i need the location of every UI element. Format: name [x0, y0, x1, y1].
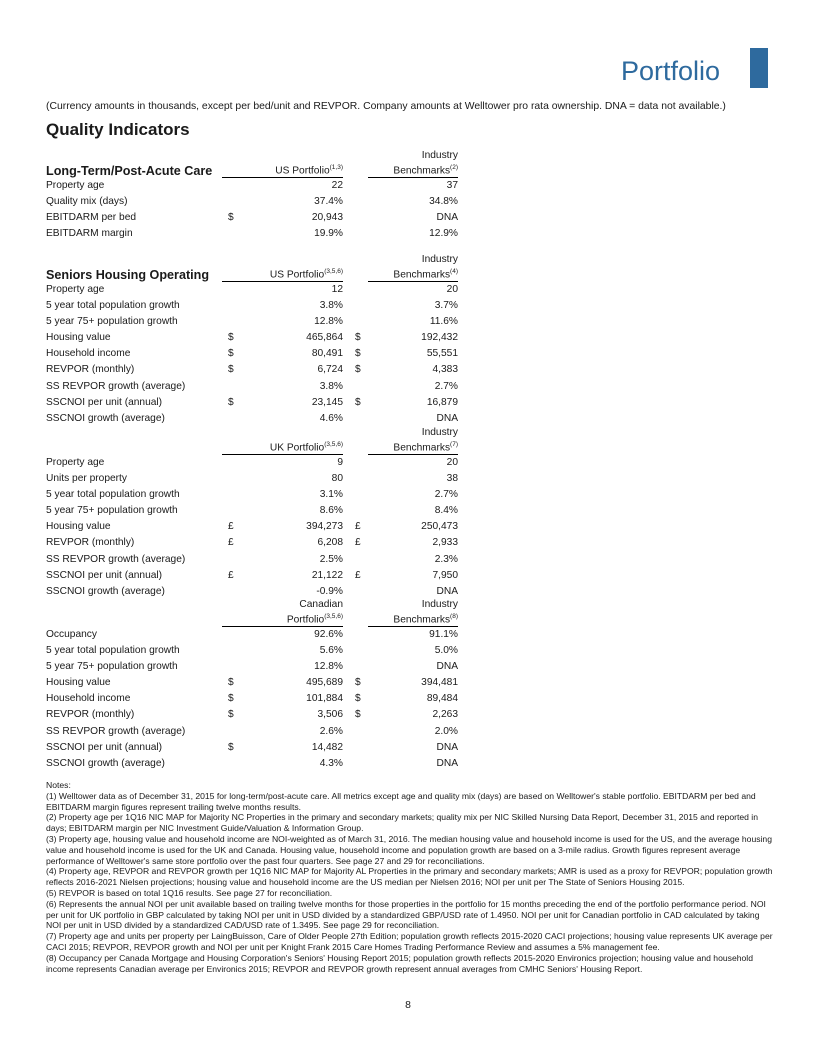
currency-symbol: $ — [355, 677, 361, 689]
row-label: Household income — [46, 348, 131, 360]
table-row — [46, 503, 462, 519]
table-row — [46, 395, 462, 411]
currency-symbol: $ — [228, 348, 234, 360]
row-label: 5 year 75+ population growth — [46, 661, 178, 673]
benchmark-value: 20 — [446, 457, 458, 468]
footnote-item: (7) Property age and units per property per LaingBuisson, Care of Older People 27th Edition; population growth reflects 2015-2020 CACI projections; housing value represents UK average per CACI 2015; REVPOR, REVPOR growth and NOI per unit per Knight Frank 2015 Care Homes Trading Performance Review and assumes a 5% management fee. — [46, 931, 773, 952]
benchmark-value: 16,879 — [426, 396, 458, 408]
row-label: 5 year 75+ population growth — [46, 505, 178, 517]
benchmark-value: 2.7% — [434, 489, 458, 501]
portfolio-value: 4.6% — [319, 412, 343, 424]
table-row — [46, 535, 462, 551]
benchmark-value: 7,950 — [432, 569, 458, 581]
table-row — [46, 568, 462, 584]
sho-uk-col2-head: Industry Benchmarks$^{(7)}$ — [368, 427, 458, 455]
currency-symbol: $ — [228, 741, 234, 753]
portfolio-value: 80,491 — [311, 348, 343, 360]
benchmark-value: 2,263 — [432, 709, 458, 721]
portfolio-value: 3.8% — [319, 380, 343, 392]
row-label: EBITDARM per bed — [46, 212, 137, 224]
currency-symbol: $ — [228, 693, 234, 705]
table-row — [46, 675, 462, 691]
benchmark-value: 20 — [446, 284, 458, 295]
footnote-item: (2) Property age per 1Q16 NIC MAP for Majority NC Properties in the primary and secondary markets; quality mix per NIC Skilled Nursing Data Report, December 31, 2015 and reported in days; EBITDARM margin per NIC Investment Guide/Valuation & Information Group. — [46, 812, 758, 834]
table-row — [46, 487, 462, 503]
benchmark-value: 250,473 — [421, 521, 458, 533]
currency-symbol: $ — [355, 693, 361, 705]
table-row — [46, 210, 462, 226]
row-label: SSCNOI per unit (annual) — [46, 569, 163, 581]
row-label: SSCNOI growth (average) — [46, 412, 165, 424]
portfolio-value: 2.5% — [319, 553, 343, 565]
row-label: REVPOR (monthly) — [46, 364, 135, 376]
portfolio-value: 8.6% — [319, 505, 343, 517]
currency-symbol: $ — [355, 332, 361, 344]
sho-title: Seniors Housing Operating — [46, 268, 210, 282]
table-row — [46, 740, 462, 756]
sho-uk-section — [46, 426, 462, 600]
sho-ca-rows — [46, 627, 462, 772]
portfolio-value: 394,273 — [306, 521, 343, 533]
portfolio-value: 4.3% — [319, 757, 343, 769]
benchmark-value: 5.0% — [434, 645, 458, 657]
currency-symbol: $ — [355, 364, 361, 376]
table-row — [46, 691, 462, 707]
ltpac-col2-head: Industry Benchmarks$^{(2)}$ — [368, 150, 458, 178]
benchmark-value: 4,383 — [432, 364, 458, 376]
row-label: Housing value — [46, 677, 111, 689]
benchmark-value: 89,484 — [426, 693, 458, 705]
table-row — [46, 584, 462, 600]
footnote-item: (6) Represents the annual NOI per unit available based on trailing twelve months for those properties in the portfolio for 15 months preceding the end of the portfolio performance period. NOI per unit for UK portfolio in GBP calculated by taking NOI per unit in USD divided by a standardized GBP/USD rate of 1.4950. NOI per unit for Canadian portfolio in CAD calculated by taking NOI per unit in USD divided by a standardized CAD/USD rate of 1.3495. See page 29 for reconciliation. — [46, 898, 766, 931]
row-label: SS REVPOR growth (average) — [46, 553, 186, 565]
header-accent-bar — [750, 48, 768, 88]
currency-symbol: £ — [355, 569, 361, 581]
benchmark-value: 3.7% — [434, 300, 458, 312]
currency-symbol: £ — [228, 537, 234, 549]
table-row — [46, 724, 462, 740]
row-label: Quality mix (days) — [46, 196, 128, 208]
portfolio-value: 37.4% — [314, 196, 343, 208]
notes-list — [46, 791, 774, 975]
benchmark-value: 34.8% — [429, 196, 458, 208]
page-number: 8 — [405, 1000, 411, 1011]
row-label: Property age — [46, 457, 105, 468]
portfolio-value: 12.8% — [314, 661, 343, 673]
footnote-item: (8) Occupancy per Canada Mortgage and Housing Corporation's Seniors' Housing Report 2015; population growth reflects 2015-2020 Environics projection; housing value and household income represents Canadian average per Environics 2015; REVPOR and REVPOR growth represent annual averages from CMHC Seniors' Housing Report. — [46, 952, 753, 974]
benchmark-value: 11.6% — [429, 316, 458, 328]
footnotes — [46, 780, 774, 974]
row-label: SS REVPOR growth (average) — [46, 380, 186, 392]
benchmark-value: 55,551 — [426, 348, 458, 360]
currency-symbol: £ — [228, 521, 234, 533]
sho-ca-col1-head: Canadian Portfolio$^{(3,5,6)}$ — [222, 599, 343, 627]
row-label: REVPOR (monthly) — [46, 709, 135, 721]
benchmark-value: 37 — [446, 180, 458, 191]
portfolio-value: 5.6% — [319, 645, 343, 657]
portfolio-value: 3,506 — [317, 709, 343, 721]
portfolio-value: 21,122 — [311, 569, 343, 581]
portfolio-value: 495,689 — [306, 677, 343, 689]
currency-symbol: $ — [228, 332, 234, 344]
row-label: Household income — [46, 693, 131, 705]
footnote-item: (5) REVPOR is based on total 1Q16 results. See page 27 for reconciliation. — [46, 887, 333, 898]
currency-symbol: £ — [355, 521, 361, 533]
footnote-item: (4) Property age, REVPOR and REVPOR growth per 1Q16 NIC MAP for Majority AL Properties in the primary and secondary markets; AMR is used as a proxy for REVPOR; population growth reflects 2016-2021 Nielsen projections; housing value and household income are the US median per Nielsen 2016; NOI per unit per The State of Seniors Housing 2015. — [46, 866, 773, 888]
table-row — [46, 330, 462, 346]
table-row — [46, 298, 462, 314]
table-row — [46, 314, 462, 330]
portfolio-value: 12.8% — [314, 316, 343, 328]
table-row — [46, 362, 462, 378]
benchmark-value: 192,432 — [421, 332, 458, 344]
row-label: Housing value — [46, 521, 111, 533]
benchmark-value: 91.1% — [429, 629, 458, 640]
row-label: Property age — [46, 284, 105, 295]
row-label: Occupancy — [46, 629, 97, 640]
ltpac-col1-head: US Portfolio$^{(1,3)}$ — [222, 162, 343, 178]
table-row — [46, 346, 462, 362]
benchmark-value: DNA — [436, 741, 458, 753]
row-label: SSCNOI per unit (annual) — [46, 741, 163, 753]
benchmark-value: DNA — [436, 412, 458, 424]
benchmark-value: 38 — [446, 473, 458, 485]
row-label: Housing value — [46, 332, 111, 344]
table-row — [46, 226, 462, 242]
benchmark-value: 12.9% — [429, 228, 458, 240]
row-label: EBITDARM margin — [46, 228, 133, 240]
portfolio-value: 465,864 — [306, 332, 343, 344]
benchmark-value: 394,481 — [421, 677, 458, 689]
row-label: 5 year total population growth — [46, 645, 180, 657]
row-label: Property age — [46, 180, 105, 191]
table-row — [46, 756, 462, 772]
sho-ca-section — [46, 598, 462, 772]
benchmark-value: 8.4% — [434, 505, 458, 517]
ltpac-section — [46, 150, 462, 242]
portfolio-value: 6,724 — [317, 364, 343, 376]
portfolio-value: 23,145 — [311, 396, 343, 408]
currency-symbol: $ — [355, 709, 361, 721]
table-row — [46, 282, 462, 298]
row-label: Units per property — [46, 473, 127, 485]
row-label: REVPOR (monthly) — [46, 537, 135, 549]
row-label: 5 year total population growth — [46, 300, 180, 312]
currency-symbol: $ — [228, 709, 234, 721]
portfolio-value: 2.6% — [319, 725, 343, 737]
portfolio-value: 20,943 — [311, 212, 343, 224]
portfolio-value: 3.1% — [319, 489, 343, 501]
footnote-item: (3) Property age, housing value and household income are NOI-weighted as of March 31, 2016. The median housing value and household income is used for the US, and the average housing value and household income is used for the UK and Canada. Housing value, household income and population growth are based on a 3-mile radius. Growth figures represent average performance of Welltower's same store portfolio over the past four quarters. See page 27 and 29 for reconciliations. — [46, 833, 772, 866]
sho-us-col2-head: Industry Benchmarks$^{(4)}$ — [368, 254, 458, 282]
table-row — [46, 194, 462, 210]
table-row — [46, 178, 462, 194]
sho-us-rows — [46, 282, 462, 427]
row-label: 5 year total population growth — [46, 489, 180, 501]
page-header-title: Portfolio — [620, 56, 720, 86]
portfolio-value: 101,884 — [306, 693, 343, 705]
table-row — [46, 411, 462, 427]
sho-ca-col2-head: Industry Benchmarks$^{(8)}$ — [368, 599, 458, 627]
row-label: SSCNOI per unit (annual) — [46, 396, 163, 408]
portfolio-value: -0.9% — [316, 585, 343, 597]
table-row — [46, 627, 462, 643]
row-label: 5 year 75+ population growth — [46, 316, 178, 328]
benchmark-value: DNA — [436, 585, 458, 597]
benchmark-value: 2.7% — [434, 380, 458, 392]
currency-symbol: $ — [228, 212, 234, 224]
benchmark-value: DNA — [436, 212, 458, 224]
currency-symbol: $ — [228, 364, 234, 376]
row-label: SS REVPOR growth (average) — [46, 725, 186, 737]
table-row — [46, 455, 462, 471]
sho-uk-rows — [46, 455, 462, 600]
table-row — [46, 707, 462, 723]
table-row — [46, 471, 462, 487]
sho-us-section — [46, 254, 462, 427]
benchmark-value: 2.0% — [434, 725, 458, 737]
portfolio-value: 22 — [331, 180, 343, 191]
row-label: SSCNOI growth (average) — [46, 585, 165, 597]
currency-symbol: $ — [228, 396, 234, 408]
currency-symbol: $ — [355, 396, 361, 408]
benchmark-value: 2.3% — [434, 553, 458, 565]
table-row — [46, 659, 462, 675]
portfolio-value: 14,482 — [311, 741, 343, 753]
currency-symbol: £ — [355, 537, 361, 549]
row-label: SSCNOI growth (average) — [46, 757, 165, 769]
table-row — [46, 519, 462, 535]
portfolio-value: 12 — [331, 284, 343, 295]
ltpac-rows — [46, 178, 462, 242]
portfolio-value: 19.9% — [314, 228, 343, 240]
benchmark-value: DNA — [436, 661, 458, 673]
ltpac-title: Long-Term/Post-Acute Care — [46, 164, 213, 178]
sho-uk-col1-head: UK Portfolio$^{(3,5,6)}$ — [222, 439, 343, 455]
sho-us-col1-head: US Portfolio$^{(3,5,6)}$ — [222, 266, 343, 282]
currency-symbol: $ — [355, 348, 361, 360]
benchmark-value: 2,933 — [432, 537, 458, 549]
portfolio-value: 92.6% — [314, 629, 343, 640]
currency-symbol: £ — [228, 569, 234, 581]
currency-symbol: $ — [228, 677, 234, 689]
benchmark-value: DNA — [436, 757, 458, 769]
portfolio-value: 9 — [337, 457, 343, 468]
portfolio-value: 3.8% — [319, 300, 343, 312]
section-title: Quality Indicators — [46, 120, 190, 139]
portfolio-value: 80 — [331, 473, 343, 485]
notes-heading: Notes: — [46, 780, 71, 790]
table-row — [46, 643, 462, 659]
table-row — [46, 552, 462, 568]
footnote-item: (1) Welltower data as of December 31, 2015 for long-term/post-acute care. All metrics except age and quality mix (days) are based on Welltower's stable portfolio. EBITDARM per bed and EBITDARM margin figures represent trailing twelve months results. — [46, 790, 756, 812]
intro-note: (Currency amounts in thousands, except per bed/unit and REVPOR. Company amounts at Welltower pro rata ownership. DNA = data not available.) — [46, 101, 726, 112]
table-row — [46, 379, 462, 395]
portfolio-value: 6,208 — [317, 537, 343, 549]
